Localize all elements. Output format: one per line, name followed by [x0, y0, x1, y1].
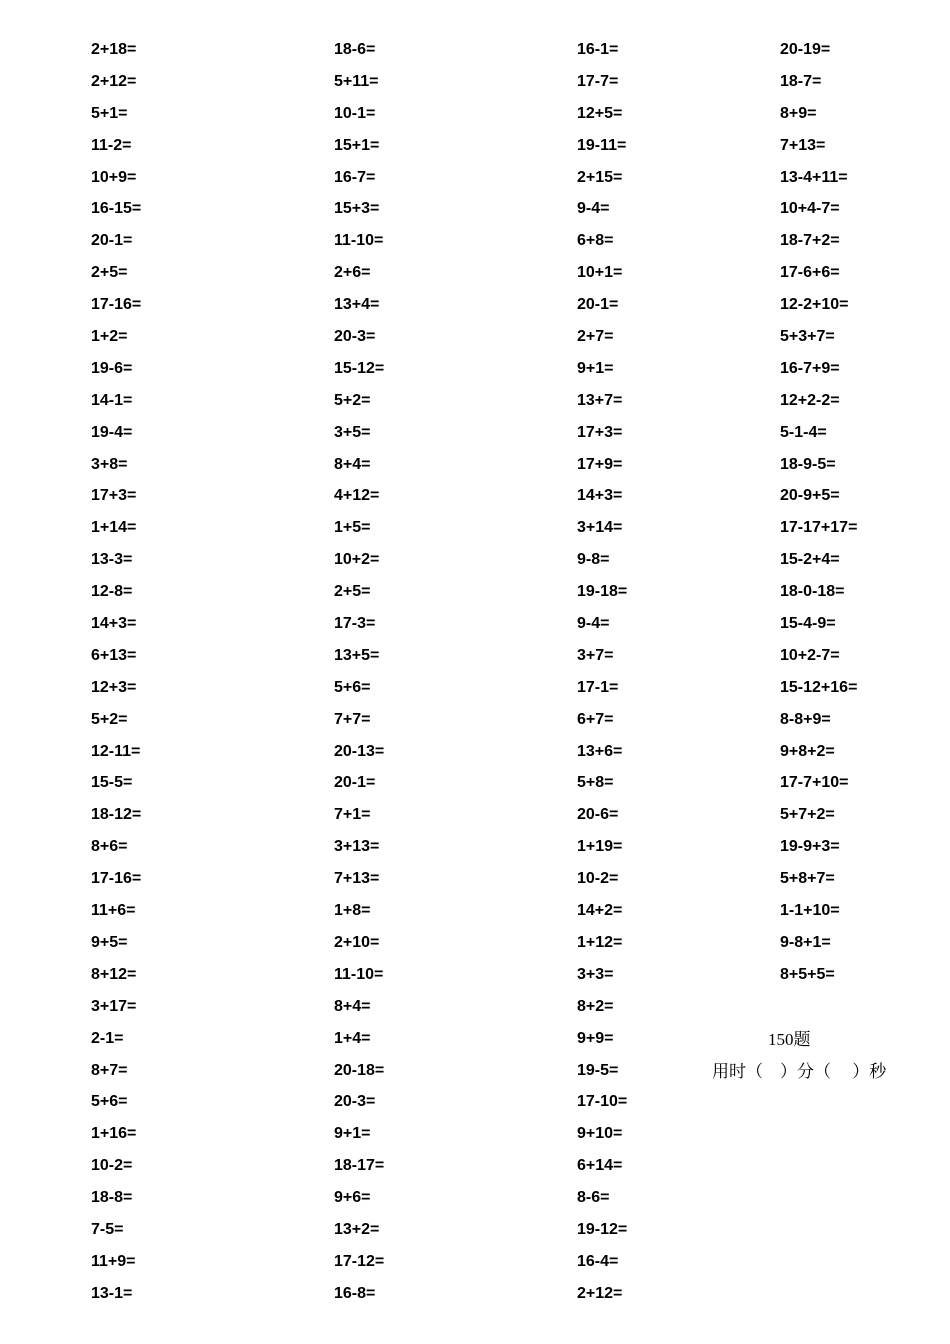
math-problem: 18-9-5=	[780, 455, 836, 473]
math-problem: 15+1=	[334, 136, 380, 154]
math-problem: 6+13=	[91, 646, 137, 664]
math-problem: 5-1-4=	[780, 423, 827, 441]
math-problem: 16-7+9=	[780, 359, 840, 377]
math-problem: 16-15=	[91, 200, 142, 218]
math-problem: 16-1=	[577, 41, 619, 58]
math-problem: 19-5=	[577, 1061, 619, 1079]
math-problem: 20-6=	[577, 806, 619, 824]
math-problem: 19-11=	[577, 136, 627, 154]
math-problem: 5+3+7=	[780, 328, 835, 346]
problem-column-1	[91, 38, 141, 1314]
math-problem: 10-1=	[334, 104, 376, 122]
math-problem: 16-7=	[334, 168, 376, 186]
math-problem: 2+5=	[334, 583, 371, 601]
math-problem: 7+13=	[780, 136, 826, 154]
math-problem: 3+8=	[91, 455, 128, 473]
math-problem: 20-1=	[577, 296, 619, 314]
math-problem: 9+9=	[577, 1029, 614, 1047]
math-problem: 20-3=	[334, 328, 376, 346]
math-problem: 2+12=	[91, 72, 137, 90]
math-problem: 9-4=	[577, 615, 610, 633]
math-problem: 17-7+10=	[780, 774, 849, 792]
math-problem: 18-6=	[334, 41, 376, 58]
math-problem: 13+4=	[334, 296, 380, 314]
math-problem: 1+8=	[334, 902, 371, 920]
math-problem: 3+17=	[91, 997, 137, 1015]
math-problem: 13-3=	[91, 551, 133, 569]
math-problem: 8+12=	[91, 965, 137, 983]
math-problem: 5+7+2=	[780, 806, 835, 824]
math-problem: 14-1=	[91, 391, 133, 409]
math-problem: 11-10=	[334, 965, 384, 983]
math-problem: 12+2-2=	[780, 391, 840, 409]
math-problem: 15-2+4=	[780, 551, 840, 569]
math-problem: 1+19=	[577, 838, 623, 856]
math-problem: 9+1=	[334, 1125, 371, 1143]
math-problem: 14+2=	[577, 902, 623, 920]
math-problem: 3+7=	[577, 646, 614, 664]
math-problem: 18-8=	[91, 1189, 133, 1207]
math-problem: 8-8+9=	[780, 710, 831, 728]
math-problem: 16-4=	[577, 1252, 619, 1270]
math-problem: 17-10=	[577, 1093, 628, 1111]
math-problem: 5+2=	[91, 710, 128, 728]
problem-column-3	[577, 38, 627, 1314]
math-problem: 2-1=	[91, 1029, 124, 1047]
math-problem: 9+1=	[577, 359, 614, 377]
math-problem: 20-9+5=	[780, 487, 840, 505]
math-problem: 17-16=	[91, 296, 142, 314]
math-problem: 15+3=	[334, 200, 380, 218]
math-problem: 2+10=	[334, 933, 380, 951]
problem-count: 150题	[768, 1030, 811, 1049]
math-problem: 3+3=	[577, 965, 614, 983]
math-problem: 2+7=	[577, 328, 614, 346]
math-problem: 17+9=	[577, 455, 623, 473]
math-problem: 8+4=	[334, 997, 371, 1015]
math-problem: 9-8=	[577, 551, 610, 569]
math-problem: 20-1=	[334, 774, 376, 792]
math-problem: 10-2=	[91, 1157, 133, 1175]
math-problem: 9-4=	[577, 200, 610, 218]
math-problem: 11+9=	[91, 1252, 136, 1270]
math-problem: 18-17=	[334, 1157, 385, 1175]
math-problem: 13+2=	[334, 1220, 380, 1238]
math-problem: 7+13=	[334, 870, 380, 888]
math-problem: 20-13=	[334, 742, 385, 760]
math-problem: 1+5=	[334, 519, 371, 537]
math-problem: 5+2=	[334, 391, 371, 409]
math-problem: 8+5+5=	[780, 965, 835, 983]
math-problem: 13-4+11=	[780, 168, 848, 186]
math-problem: 13+5=	[334, 646, 380, 664]
math-problem: 2+12=	[577, 1284, 623, 1302]
math-problem: 16-8=	[334, 1284, 376, 1302]
problem-column-4	[780, 38, 857, 995]
math-problem: 12-11=	[91, 742, 141, 760]
math-problem: 11-10=	[334, 232, 384, 250]
math-problem: 7+1=	[334, 806, 371, 824]
math-problem: 10+1=	[577, 264, 623, 282]
math-problem: 10+2-7=	[780, 646, 840, 664]
math-problem: 20-19=	[780, 41, 831, 58]
math-problem: 2+15=	[577, 168, 623, 186]
math-problem: 1+16=	[91, 1125, 137, 1143]
math-problem: 18-7+2=	[780, 232, 840, 250]
math-problem: 9+10=	[577, 1125, 623, 1143]
math-problem: 17+3=	[91, 487, 137, 505]
math-problem: 17-1=	[577, 678, 619, 696]
math-problem: 5+6=	[91, 1093, 128, 1111]
math-problem: 20-1=	[91, 232, 133, 250]
math-problem: 17-3=	[334, 615, 376, 633]
math-problem: 10+9=	[91, 168, 137, 186]
math-problem: 8+9=	[780, 104, 817, 122]
math-problem: 18-7=	[780, 72, 822, 90]
math-problem: 17-6+6=	[780, 264, 840, 282]
math-problem: 1+2=	[91, 328, 128, 346]
math-problem: 6+14=	[577, 1157, 623, 1175]
math-problem: 6+7=	[577, 710, 614, 728]
math-problem: 13+6=	[577, 742, 623, 760]
math-problem: 1+12=	[577, 933, 623, 951]
math-problem: 8-6=	[577, 1189, 610, 1207]
problem-column-2	[334, 38, 384, 1314]
math-problem: 12-8=	[91, 583, 133, 601]
math-problem: 12+5=	[577, 104, 623, 122]
math-problem: 3+5=	[334, 423, 371, 441]
math-problem: 5+11=	[334, 72, 379, 90]
math-problem: 15-5=	[91, 774, 133, 792]
math-problem: 13+7=	[577, 391, 623, 409]
math-problem: 17-7=	[577, 72, 619, 90]
math-problem: 17+3=	[577, 423, 623, 441]
math-problem: 13-1=	[91, 1284, 133, 1302]
math-problem: 11+6=	[91, 902, 136, 920]
math-problem: 12-2+10=	[780, 296, 849, 314]
math-problem: 19-6=	[91, 359, 133, 377]
math-problem: 15-4-9=	[780, 615, 836, 633]
math-problem: 1+4=	[334, 1029, 371, 1047]
math-problem: 1+14=	[91, 519, 137, 537]
math-problem: 5+1=	[91, 104, 128, 122]
math-problem: 10-2=	[577, 870, 619, 888]
math-problem: 19-9+3=	[780, 838, 840, 856]
math-problem: 9-8+1=	[780, 933, 831, 951]
math-problem: 8+2=	[577, 997, 614, 1015]
math-problem: 19-4=	[91, 423, 133, 441]
math-problem: 2+6=	[334, 264, 371, 282]
math-problem: 2+18=	[91, 41, 137, 58]
math-problem: 5+6=	[334, 678, 371, 696]
math-problem: 9+5=	[91, 933, 128, 951]
math-problem: 1-1+10=	[780, 902, 840, 920]
math-problem: 15-12+16=	[780, 678, 858, 696]
math-problem: 7+7=	[334, 710, 371, 728]
math-problem: 9+8+2=	[780, 742, 835, 760]
math-problem: 11-2=	[91, 136, 132, 154]
math-problem: 3+14=	[577, 519, 623, 537]
math-problem: 19-18=	[577, 583, 628, 601]
math-problem: 20-18=	[334, 1061, 385, 1079]
math-problem: 15-12=	[334, 359, 385, 377]
math-problem: 7-5=	[91, 1220, 124, 1238]
math-problem: 9+6=	[334, 1189, 371, 1207]
math-problem: 8+7=	[91, 1061, 128, 1079]
math-problem: 18-12=	[91, 806, 142, 824]
math-problem: 3+13=	[334, 838, 380, 856]
math-problem: 14+3=	[91, 615, 137, 633]
math-problem: 8+6=	[91, 838, 128, 856]
math-problem: 19-12=	[577, 1220, 628, 1238]
math-problem: 5+8=	[577, 774, 614, 792]
math-problem: 4+12=	[334, 487, 380, 505]
math-problem: 17-17+17=	[780, 519, 858, 537]
math-problem: 14+3=	[577, 487, 623, 505]
math-problem: 10+2=	[334, 551, 380, 569]
math-problem: 8+4=	[334, 455, 371, 473]
math-problem: 18-0-18=	[780, 583, 845, 601]
math-problem: 20-3=	[334, 1093, 376, 1111]
math-problem: 12+3=	[91, 678, 137, 696]
math-problem: 6+8=	[577, 232, 614, 250]
math-problem: 5+8+7=	[780, 870, 835, 888]
math-problem: 2+5=	[91, 264, 128, 282]
math-problem: 10+4-7=	[780, 200, 840, 218]
math-problem: 17-12=	[334, 1252, 385, 1270]
time-used-line: 用时（ ）分（ ）秒	[712, 1062, 887, 1081]
math-problem: 17-16=	[91, 870, 142, 888]
